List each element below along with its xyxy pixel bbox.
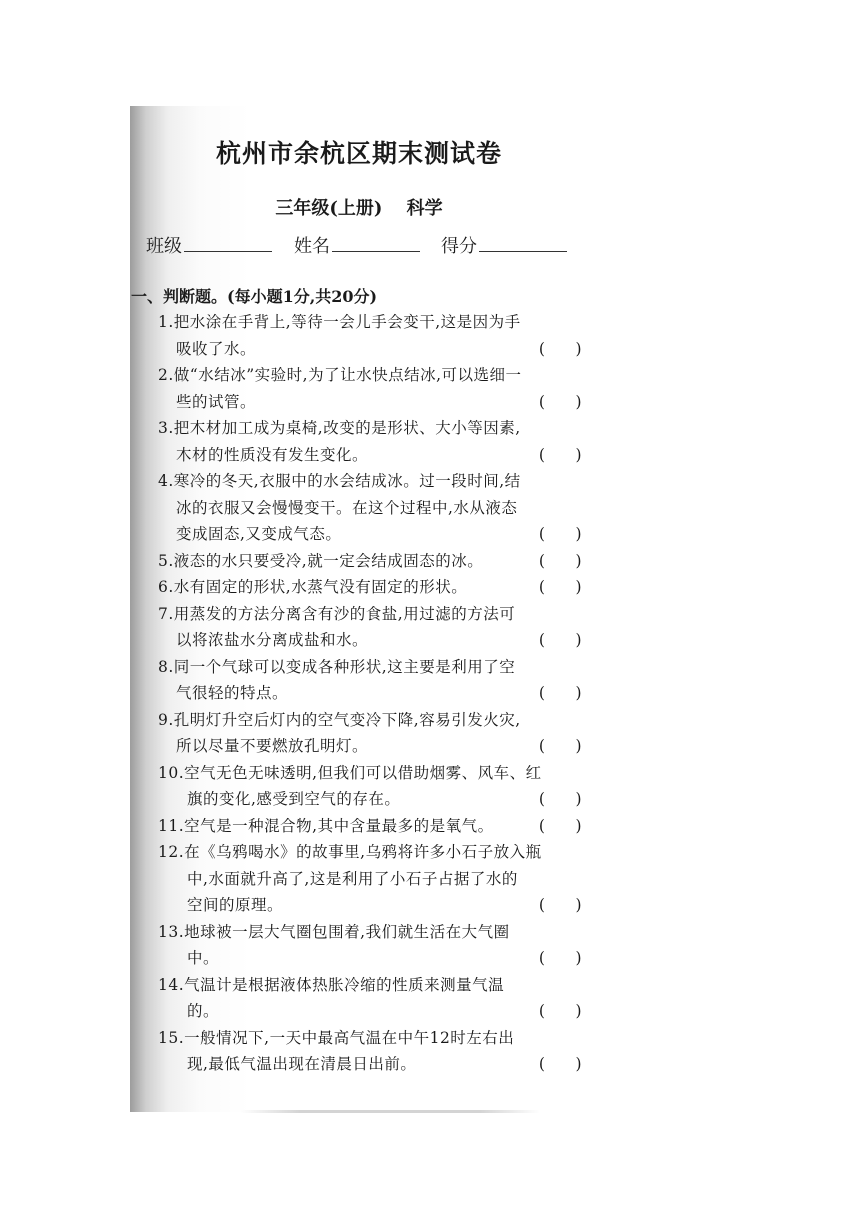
answer-blank[interactable] <box>539 945 582 972</box>
answer-open-paren: ( <box>538 551 546 570</box>
answer-open-paren: ( <box>538 816 546 835</box>
question-number: 9. <box>158 710 174 729</box>
question-line <box>158 442 584 469</box>
class-label: 班级 <box>146 236 182 257</box>
question-line <box>158 972 584 999</box>
question-text: 所以尽量不要燃放孔明灯。 <box>176 737 369 755</box>
question-number: 10. <box>158 763 185 782</box>
question-line <box>158 786 584 813</box>
question-line <box>158 813 584 840</box>
answer-blank[interactable] <box>539 336 582 363</box>
question-text: 同一个气球可以变成各种形状,这主要是利用了空 <box>173 657 516 676</box>
question-text: 一般情况下,一天中最高气温在中午12时左右出 <box>184 1028 515 1047</box>
question-item <box>158 309 584 362</box>
answer-close-paren: ) <box>575 737 582 755</box>
subject-label: 科学 <box>406 198 443 219</box>
question-line <box>158 1025 584 1052</box>
question-line <box>158 733 584 760</box>
answer-open-paren: ( <box>538 631 546 649</box>
question-text: 现,最低气温出现在清晨日出前。 <box>187 1055 417 1073</box>
exam-subtitle <box>130 194 588 220</box>
question-line <box>158 521 584 548</box>
answer-blank[interactable] <box>539 521 582 548</box>
answer-blank[interactable] <box>539 998 582 1025</box>
answer-close-paren: ) <box>575 1002 582 1020</box>
question-line <box>158 892 584 919</box>
question-item <box>158 654 584 707</box>
answer-close-paren: ) <box>575 339 582 358</box>
question-text: 空间的原理。 <box>187 896 284 914</box>
question-line <box>158 601 584 628</box>
question-text: 中,水面就升高了,这是利用了小石子占据了水的 <box>187 869 518 888</box>
question-line <box>158 627 584 654</box>
answer-open-paren: ( <box>538 1002 546 1020</box>
question-text: 的。 <box>187 1002 220 1020</box>
exam-title: 杭州市余杭区期末测试卷 <box>215 139 502 168</box>
answer-open-paren: ( <box>538 392 546 411</box>
question-line <box>158 680 584 707</box>
question-text: 把木材加工成为桌椅,改变的是形状、大小等因素, <box>173 419 521 437</box>
question-line <box>158 495 584 522</box>
answer-open-paren: ( <box>538 684 546 702</box>
question-number: 11. <box>158 816 185 835</box>
question-number: 5. <box>158 551 174 570</box>
answer-close-paren: ) <box>575 578 582 596</box>
question-text: 气很轻的特点。 <box>176 684 289 702</box>
question-text: 空气是一种混合物,其中含量最多的是氧气。 <box>184 816 494 835</box>
question-item <box>158 415 584 468</box>
answer-open-paren: ( <box>538 578 546 596</box>
answer-blank[interactable] <box>539 627 582 654</box>
answer-open-paren: ( <box>538 790 546 808</box>
question-text: 些的试管。 <box>176 392 257 411</box>
answer-open-paren: ( <box>538 1055 546 1073</box>
question-line <box>158 707 584 734</box>
answer-close-paren: ) <box>575 1055 582 1073</box>
class-field[interactable] <box>146 232 272 258</box>
question-line <box>158 548 584 575</box>
question-line <box>158 415 584 442</box>
answer-close-paren: ) <box>575 631 582 649</box>
question-line <box>158 1051 584 1078</box>
question-number: 7. <box>158 604 174 623</box>
answer-close-paren: ) <box>575 684 582 702</box>
question-number: 8. <box>158 657 174 676</box>
question-line <box>158 654 584 681</box>
answer-blank[interactable] <box>539 1051 582 1078</box>
question-number: 14. <box>158 975 185 994</box>
question-text: 吸收了水。 <box>176 339 257 358</box>
question-item <box>158 1025 584 1078</box>
question-number: 12. <box>158 843 185 861</box>
answer-close-paren: ) <box>575 896 582 914</box>
answer-close-paren: ) <box>575 445 582 464</box>
question-text: 寒冷的冬天,衣服中的水会结成冰。过一段时间,结 <box>173 472 521 490</box>
question-line <box>158 945 584 972</box>
answer-blank[interactable] <box>539 892 582 919</box>
class-blank[interactable] <box>184 235 272 252</box>
score-field[interactable] <box>441 232 567 258</box>
question-number: 2. <box>158 366 174 384</box>
question-item <box>158 548 584 575</box>
answer-blank[interactable] <box>539 680 582 707</box>
question-text: 木材的性质没有发生变化。 <box>176 445 369 464</box>
question-item <box>158 972 584 1025</box>
question-item <box>158 760 584 813</box>
answer-blank[interactable] <box>539 389 582 416</box>
question-line <box>158 336 584 363</box>
answer-blank[interactable] <box>539 574 582 601</box>
answer-close-paren: ) <box>575 551 582 570</box>
question-line <box>158 919 584 946</box>
question-number: 13. <box>158 922 185 941</box>
name-blank[interactable] <box>332 235 420 252</box>
question-number: 15. <box>158 1028 185 1047</box>
question-number: 4. <box>158 472 174 490</box>
question-text: 空气无色无味透明,但我们可以借助烟雾、风车、红 <box>184 763 542 782</box>
answer-open-paren: ( <box>538 445 546 464</box>
question-item <box>158 468 584 548</box>
question-text: 水有固定的形状,水蒸气没有固定的形状。 <box>173 578 468 596</box>
question-text: 在《乌鸦喝水》的故事里,乌鸦将许多小石子放入瓶 <box>184 843 542 861</box>
question-number: 1. <box>158 313 174 331</box>
answer-blank[interactable] <box>539 813 582 840</box>
question-number: 3. <box>158 419 174 437</box>
answer-blank[interactable] <box>539 442 582 469</box>
question-line <box>158 362 584 389</box>
question-text: 做“水结冰”实验时,为了让水快点结冰,可以选细一 <box>173 366 522 384</box>
question-text: 用蒸发的方法分离含有沙的食盐,用过滤的方法可 <box>173 604 516 623</box>
question-text: 气温计是根据液体热胀冷缩的性质来测量气温 <box>184 975 505 994</box>
question-item <box>158 601 584 654</box>
question-text: 孔明灯升空后灯内的空气变冷下降,容易引发火灾, <box>173 710 521 729</box>
question-item <box>158 839 584 919</box>
question-text: 把水涂在手背上,等待一会儿手会变干,这是因为手 <box>173 313 521 331</box>
name-field[interactable] <box>294 232 420 258</box>
question-item <box>158 707 584 760</box>
question-item <box>158 362 584 415</box>
question-line <box>158 760 584 787</box>
question-line <box>158 574 584 601</box>
answer-open-paren: ( <box>538 949 546 967</box>
answer-blank[interactable] <box>539 786 582 813</box>
question-text: 冰的衣服又会慢慢变干。在这个过程中,水从液态 <box>176 498 518 517</box>
answer-close-paren: ) <box>575 816 582 835</box>
question-text: 旗的变化,感受到空气的存在。 <box>187 790 401 808</box>
answer-open-paren: ( <box>538 339 546 358</box>
question-text: 中。 <box>187 949 220 967</box>
score-label: 得分 <box>441 236 477 257</box>
grade-label: 三年级(上册) <box>275 198 383 219</box>
question-text: 地球被一层大气圈包围着,我们就生活在大气圈 <box>184 922 510 941</box>
scan-edge-line <box>240 1110 540 1113</box>
answer-open-paren: ( <box>538 896 546 914</box>
answer-close-paren: ) <box>575 790 582 808</box>
question-item <box>158 813 584 840</box>
answer-open-paren: ( <box>538 737 546 755</box>
question-number: 6. <box>158 578 174 596</box>
answer-close-paren: ) <box>575 392 582 411</box>
question-item <box>158 919 584 972</box>
question-line <box>158 309 584 336</box>
question-line <box>158 468 584 495</box>
question-text: 以将浓盐水分离成盐和水。 <box>176 631 369 649</box>
name-label: 姓名 <box>294 236 330 257</box>
answer-close-paren: ) <box>575 525 582 543</box>
question-list <box>158 309 584 1078</box>
question-line <box>158 998 584 1025</box>
score-blank[interactable] <box>479 235 567 252</box>
answer-close-paren: ) <box>575 949 582 967</box>
question-line <box>158 866 584 893</box>
question-text: 液态的水只要受冷,就一定会结成固态的冰。 <box>173 551 484 570</box>
answer-blank[interactable] <box>539 548 582 575</box>
question-line <box>158 389 584 416</box>
answer-open-paren: ( <box>538 525 546 543</box>
answer-blank[interactable] <box>539 733 582 760</box>
question-text: 变成固态,又变成气态。 <box>176 525 342 543</box>
question-item <box>158 574 584 601</box>
section-heading-true-false: 一、判断题。(每小题1分,共20分) <box>131 287 378 306</box>
question-line <box>158 839 584 866</box>
